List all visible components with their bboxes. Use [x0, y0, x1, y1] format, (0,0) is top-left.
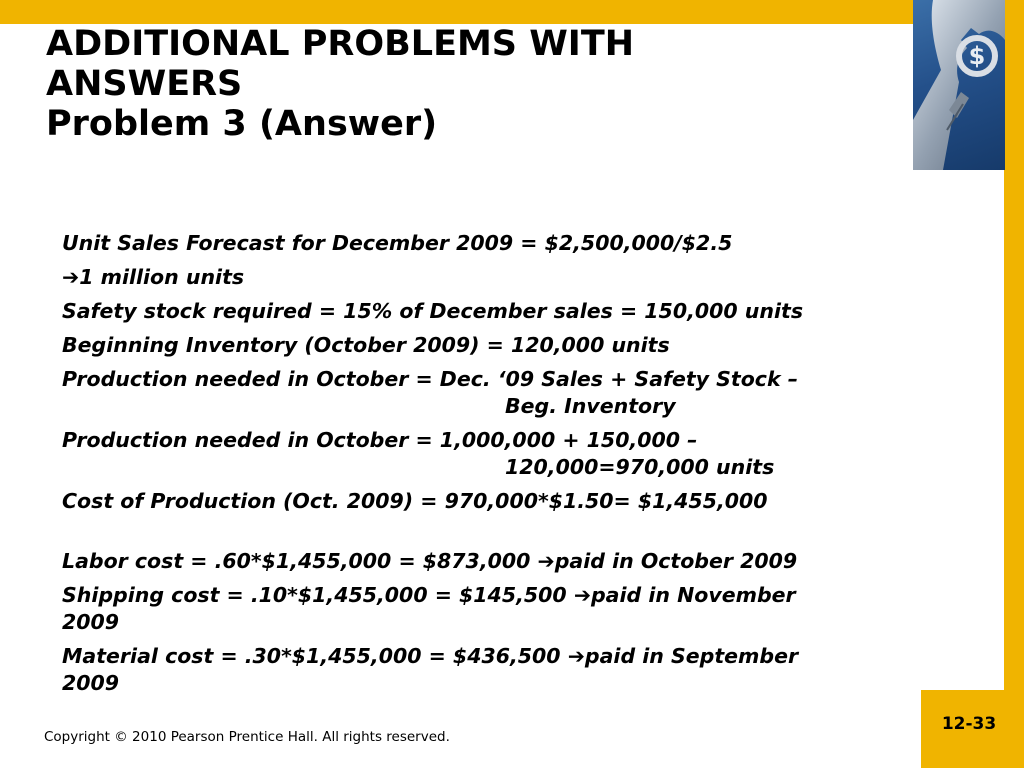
title-line-1: ADDITIONAL PROBLEMS WITH — [46, 24, 634, 64]
labor-cost-paid: paid in October 2009 — [554, 549, 798, 573]
copyright-footer: Copyright © 2010 Pearson Prentice Hall. All rights reserved. — [44, 729, 450, 745]
production-formula-text: Production needed in October = Dec. ‘09 Sales + Safety Stock – — [62, 367, 798, 391]
slide-content — [62, 230, 952, 704]
unit-sales-line: Unit Sales Forecast for December 2009 = $2,500,000/$2.5 — [62, 231, 733, 255]
title-line-2: ANSWERS — [46, 64, 243, 104]
production-calc-continuation: 120,000=970,000 units — [505, 455, 775, 479]
shipping-cost-paid: paid in November — [591, 583, 796, 607]
material-cost-year: 2009 — [62, 671, 120, 695]
page-number: 12-33 — [941, 714, 997, 734]
production-calc-text: Production needed in October = 1,000,000 + 150,000 – — [62, 428, 698, 452]
shipping-cost-year: 2009 — [62, 610, 120, 634]
material-cost-text: Material cost = .30*$1,455,000 = $436,500 — [62, 644, 568, 668]
wrench-dollar-icon — [913, 0, 1005, 170]
million-units-text: 1 million units — [79, 265, 245, 289]
arrow-right-icon: ➔ — [573, 583, 591, 607]
million-units-line — [62, 264, 952, 291]
arrow-right-icon: ➔ — [62, 265, 80, 289]
title-line-3: Problem 3 (Answer) — [46, 104, 438, 144]
production-formula-line — [62, 366, 952, 420]
shipping-cost-line — [62, 582, 952, 636]
cost-of-production-line: Cost of Production (Oct. 2009) = 970,000*$1.50= $1,455,000 — [62, 489, 768, 513]
labor-cost-line — [62, 548, 952, 575]
right-accent-bar — [1004, 0, 1024, 768]
shipping-cost-text: Shipping cost = .10*$1,455,000 = $145,500 — [62, 583, 574, 607]
arrow-right-icon: ➔ — [567, 644, 585, 668]
labor-cost-text: Labor cost = .60*$1,455,000 = $873,000 — [62, 549, 538, 573]
top-accent-bar — [0, 0, 1024, 24]
safety-stock-line: Safety stock required = 15% of December sales = 150,000 units — [62, 299, 804, 323]
slide-title — [46, 24, 896, 144]
material-cost-line — [62, 643, 952, 697]
material-cost-paid: paid in September — [584, 644, 799, 668]
beginning-inventory-line: Beginning Inventory (October 2009) = 120,000 units — [62, 333, 670, 357]
arrow-right-icon: ➔ — [537, 549, 555, 573]
svg-text:$: $ — [968, 42, 986, 70]
production-calc-line — [62, 427, 952, 481]
production-formula-continuation: Beg. Inventory — [505, 394, 676, 418]
